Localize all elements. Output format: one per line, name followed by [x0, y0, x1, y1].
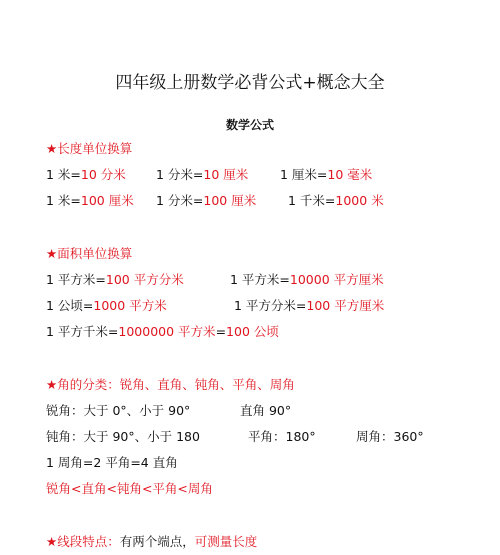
segment-heading: ★线段特点： [46, 534, 120, 549]
section-subtitle: 数学公式 [225, 118, 274, 132]
angles-right: 直角 90° [240, 403, 292, 418]
length-row2-item3: 1 千米=1000 米 [288, 193, 384, 208]
angles-relation: 1 周角=2 平角=4 直角 [46, 455, 178, 470]
angles-full: 周角：360° [356, 429, 424, 444]
angles-straight: 平角：180° [248, 429, 316, 444]
area-row2-item2: 1 平方分米=100 平方厘米 [234, 298, 385, 313]
length-row1-item3: 1 厘米=10 毫米 [280, 167, 373, 182]
area-row1-item2: 1 平方米=10000 平方厘米 [230, 272, 384, 287]
angles-obtuse: 钝角：大于 90°、小于 180 [46, 429, 200, 444]
angles-order: 锐角<直角<钝角<平角<周角 [46, 481, 213, 496]
area-row1-item1: 1 平方米=100 平方分米 [46, 272, 184, 287]
segment-red-text: 可测量长度 [194, 534, 258, 549]
area-heading: ★面积单位换算 [46, 246, 133, 261]
length-row1-item1: 1 米=10 分米 [46, 167, 126, 182]
segment-line [46, 534, 257, 550]
length-row2-item1: 1 米=100 厘米 [46, 193, 134, 208]
area-row3: 1 平方千米=1000000 平方米=100 公顷 [46, 324, 279, 339]
angles-acute: 锐角：大于 0°、小于 90° [46, 403, 191, 418]
length-row2-item2: 1 分米=100 厘米 [156, 193, 257, 208]
segment-text: 有两个端点， [119, 534, 195, 549]
document-title: 四年级上册数学必背公式+概念大全 [115, 73, 385, 93]
area-row2-item1: 1 公顷=1000 平方米 [46, 298, 167, 313]
length-heading: ★长度单位换算 [46, 141, 133, 156]
length-row1-item2: 1 分米=10 厘米 [156, 167, 249, 182]
angles-heading: ★角的分类：锐角、直角、钝角、平角、周角 [46, 377, 295, 392]
